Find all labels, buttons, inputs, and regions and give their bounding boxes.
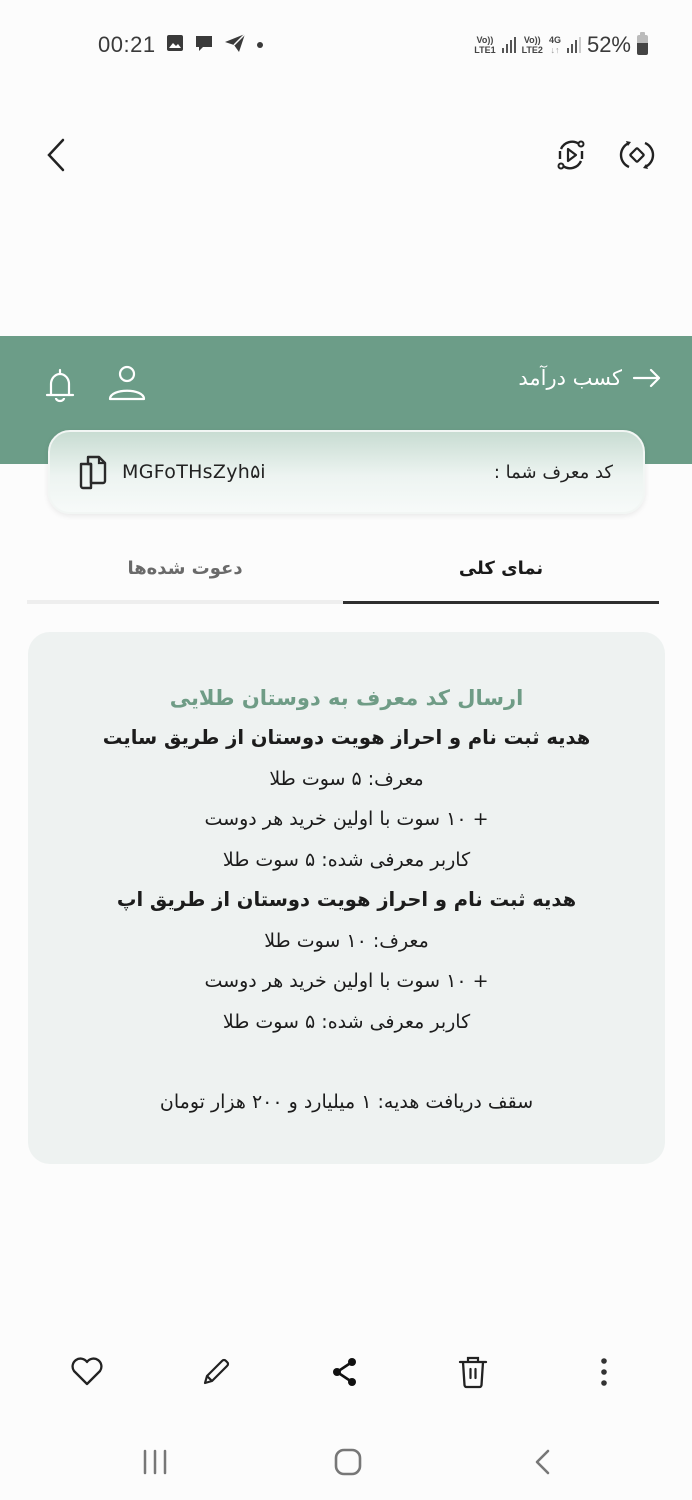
sim2-label: LTE2 [521,45,543,55]
sim2-volte: Vo)) [523,35,541,45]
sim2-indicator [522,35,543,55]
tab-overview[interactable] [343,540,659,604]
site-referrer-reward: معرف: ۵ سوت طلا [269,767,424,790]
notifications-button[interactable] [40,364,80,406]
status-left [98,32,264,58]
profile-button[interactable] [104,362,150,406]
rotate-screen-button[interactable] [614,132,660,178]
page-title: کسب درآمد [518,366,622,390]
share-icon [330,1356,360,1388]
back-icon [533,1448,551,1476]
home-button[interactable] [326,1442,370,1482]
tab-invited-label: دعوت شده‌ها [127,557,243,579]
page-title-link[interactable] [518,366,662,390]
delete-icon [458,1355,488,1389]
recents-icon [141,1449,169,1475]
tab-invited[interactable] [27,540,343,604]
tab-bar [27,540,659,604]
data-arrows-icon: ↓↑ [550,45,560,55]
referral-code[interactable]: MGFoTHsZyh۵i [122,461,266,483]
recents-button[interactable] [134,1442,176,1482]
network-type [549,35,561,55]
telegram-icon [224,33,246,58]
reward-cap: سقف دریافت هدیه: ۱ میلیارد و ۲۰۰ هزار تومان [159,1091,534,1113]
copy-button[interactable] [78,454,108,490]
info-title: ارسال کد معرف به دوستان طلایی [169,686,524,710]
status-right [474,32,648,58]
more-icon [600,1357,608,1387]
app-referred-user-reward: کاربر معرفی شده: ۵ سوت طلا [222,1010,471,1033]
referral-code-card [48,430,645,514]
play-rotate-icon [553,137,589,173]
signal-bars-1-icon [502,37,516,53]
referral-code-group [78,454,266,490]
edit-icon [200,1356,232,1388]
status-time: 00:21 [98,32,156,57]
site-section-heading: هدیه ثبت نام و احراز هویت دوستان از طریق سایت [102,726,591,749]
rotate-screen-icon [619,137,655,173]
share-button[interactable] [324,1352,366,1392]
delete-button[interactable] [452,1352,494,1392]
favorite-button[interactable] [66,1352,108,1392]
bell-icon [45,367,75,403]
viewer-toolbar [0,110,692,200]
nav-back-button[interactable] [522,1442,562,1482]
app-first-purchase-reward: + ۱۰ سوت با اولین خرید هر دوست [204,970,489,992]
referral-info-card [28,632,665,1164]
home-icon [333,1447,363,1477]
network-label: 4G [548,35,561,45]
site-first-purchase-reward: + ۱۰ سوت با اولین خرید هر دوست [204,808,489,830]
edit-button[interactable] [195,1352,237,1392]
chevron-left-icon [45,138,67,172]
heart-icon [70,1357,104,1387]
battery-icon [637,35,648,55]
dot-icon [256,36,264,54]
action-bar [0,1340,692,1404]
app-referrer-reward: معرف: ۱۰ سوت طلا [264,929,429,952]
sim1-label: LTE1 [474,45,496,55]
referral-label: کد معرف شما : [493,461,613,483]
tab-overview-label: نمای کلی [458,557,544,579]
app-section-heading: هدیه ثبت نام و احراز هویت دوستان از طریق اپ [116,888,577,911]
gallery-icon [166,34,184,57]
system-nav-bar [0,1430,692,1494]
more-options-button[interactable] [584,1352,624,1392]
sim1-indicator [474,35,495,55]
arrow-right-icon [632,368,662,388]
battery-percent: 52% [586,32,631,57]
message-icon [194,33,214,58]
status-bar [0,0,692,90]
sim1-volte: Vo)) [476,35,494,45]
signal-bars-2-icon [567,37,581,53]
site-referred-user-reward: کاربر معرفی شده: ۵ سوت طلا [222,848,471,871]
play-rotate-button[interactable] [548,132,594,178]
back-button[interactable] [36,132,76,178]
copy-icon [78,454,108,490]
user-icon [106,364,148,404]
